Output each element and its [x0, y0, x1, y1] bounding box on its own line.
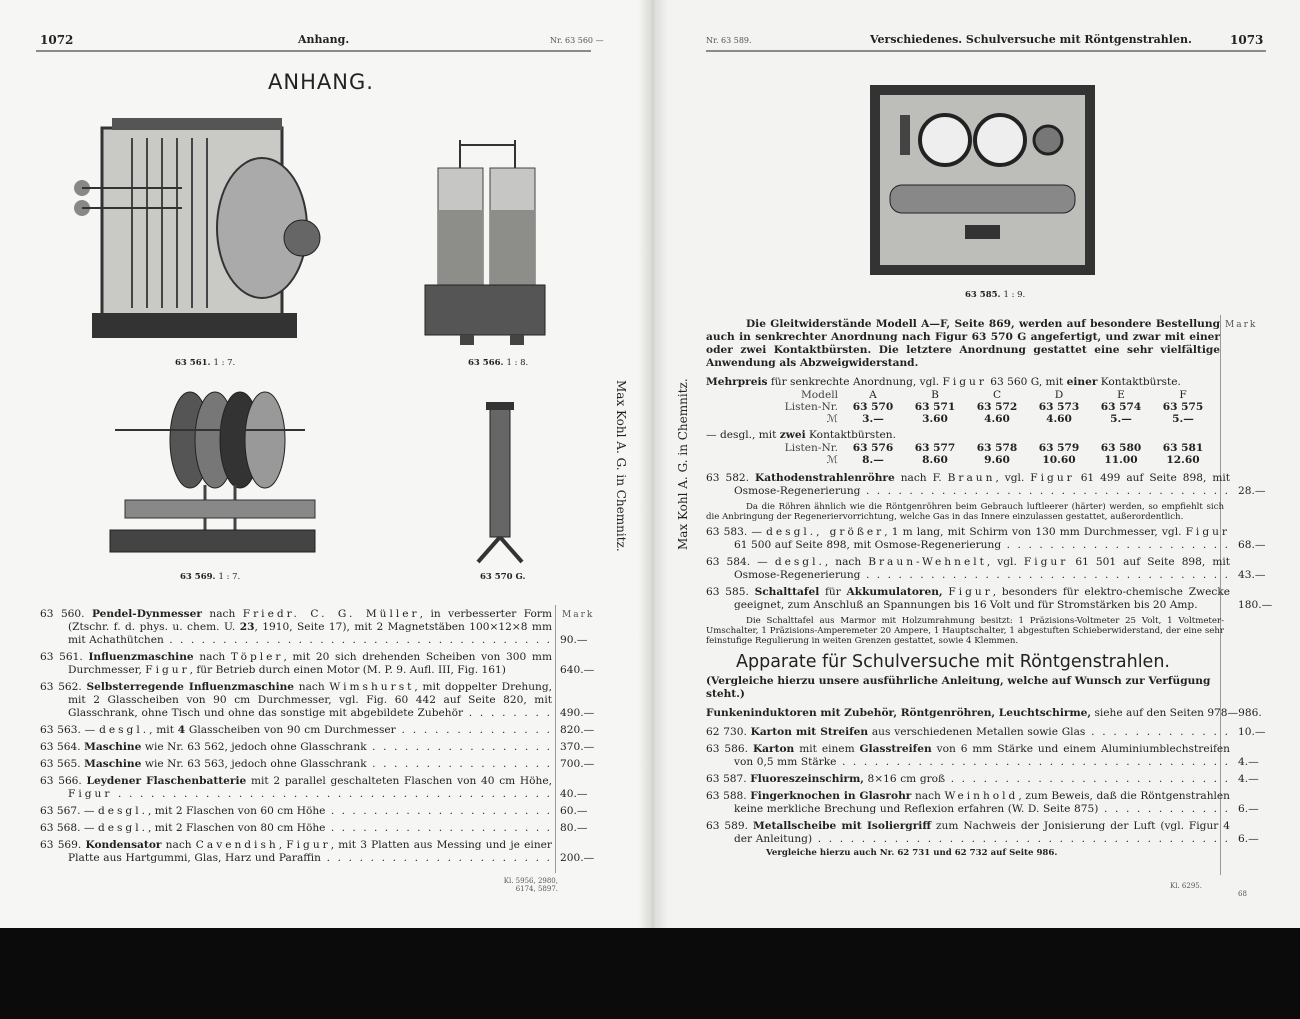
item-text: nach F. — [894, 472, 948, 484]
mehrpreis-line — [706, 376, 1274, 389]
price-column-header: Mark — [1225, 320, 1258, 330]
item-name: Fingerknochen in Glasrohr — [750, 790, 912, 802]
item-text: , zum Beweis, daß die Röntgenstrahlen keine merkliche Brechung und Reflexion erfahren (W. D. Seite 875) — [734, 790, 1230, 815]
item-text: mit 2 parallel geschalteten Flaschen von 40 cm Höhe, — [246, 775, 552, 787]
switchboard-figure — [870, 85, 1095, 277]
item-number: 63 569. — [40, 839, 82, 851]
footer-ref-line: Kl. 5956, 2980, — [503, 877, 558, 885]
catalog-item — [40, 839, 596, 865]
row-label: ℳ — [826, 413, 838, 425]
item-text: Figur — [68, 788, 113, 800]
item-list — [706, 472, 1274, 646]
item-text: Cavendish — [195, 839, 279, 851]
page-number: 1072 — [40, 33, 74, 47]
item-text: nach — [161, 839, 196, 851]
gutter-imprint: Max Kohl A. G. in Chemnitz. — [614, 380, 628, 552]
figure-caption — [175, 358, 235, 368]
list-number-cell: 63 576 — [852, 442, 894, 454]
item-text: , 1 m lang, mit Schirm von 130 mm Durchmesser, vgl. — [884, 526, 1186, 538]
item-description — [40, 681, 552, 720]
item-number: 62 730. — [706, 726, 747, 738]
mehrpreis-table-two-brushes — [768, 442, 1214, 466]
item-text: aus verschiedenen Metallen sowie Glas — [868, 726, 1086, 738]
item-text: , besonders für elektro-chemische Zwecke geeignet, zum Anschluß an Spannungen bis 16 Volt und für Stromstärken bis 20 Amp. — [734, 586, 1230, 611]
section-note: (Vergleiche hierzu unsere ausführliche Anleitung, welche auf Wunsch zur Verfügung steht.) — [706, 675, 1211, 700]
catalog-item — [40, 741, 596, 754]
figure-number: 63 585. — [965, 290, 1001, 300]
item-text: von 6 mm Stärke und einem Aluminiumblechstreifen von 0,5 mm Stärke — [734, 743, 1230, 768]
table-row — [768, 413, 1214, 425]
list-number-cell: 63 578 — [976, 442, 1018, 454]
item-price: 200.— — [560, 852, 595, 864]
item-name: 4 — [177, 724, 186, 736]
item-number: 63 566. — [40, 775, 82, 787]
funken-line — [706, 707, 1274, 720]
section-title: ANHANG. — [268, 70, 374, 94]
item-text: , in verbesserter Form (Ztschr. f. d. phys. u. chem. U. — [68, 608, 552, 633]
item-text: — — [83, 805, 98, 817]
item-name: Glasstreifen — [859, 743, 932, 755]
funken-rest: siehe auf den Seiten 978—986. — [1091, 707, 1262, 719]
item-text: — — [757, 556, 775, 568]
table-row — [768, 389, 1214, 401]
row-label: ℳ — [826, 454, 838, 466]
item-text: , mit — [149, 724, 178, 736]
model-cell: A — [869, 389, 877, 401]
item-price: 80.— — [560, 822, 588, 834]
item-text: — — [751, 526, 767, 538]
book-gutter — [638, 0, 668, 928]
funken-bold: Funkeninduktoren mit Zubehör, Röntgenröhren, Leuchtschirme, — [706, 707, 1092, 719]
item-text: , mit 2 Flaschen von 80 cm Höhe — [147, 822, 326, 834]
item-number: 63 584. — [706, 556, 751, 568]
item-price: 28.— — [1238, 485, 1266, 497]
price-cell: 8.— — [862, 454, 884, 466]
item-number: 63 583. — [706, 526, 748, 538]
item-text: , vgl. — [995, 472, 1031, 484]
vertical-resistor-figure — [470, 402, 530, 567]
desgl-text: Kontaktbürsten. — [805, 429, 896, 441]
item-description — [706, 820, 1230, 846]
item-price: 60.— — [560, 805, 588, 817]
item-price: 10.— — [1238, 726, 1266, 738]
figure-number: 63 566. — [468, 358, 504, 368]
item-description — [706, 790, 1230, 816]
item-price: 4.— — [1238, 756, 1259, 768]
table-row — [768, 401, 1214, 413]
leyden-jar-battery-figure — [420, 140, 550, 355]
item-text: Friedr. C. G. Müller — [242, 608, 420, 620]
catalog-item — [706, 556, 1274, 582]
item-price: 180.— — [1238, 599, 1273, 611]
figure-caption — [180, 572, 240, 582]
item-number: 63 568. — [40, 822, 81, 834]
desgl-line — [706, 429, 1274, 442]
item-price: 640.— — [560, 664, 595, 676]
item-text: , nach — [824, 556, 869, 568]
item-price: 370.— — [560, 741, 595, 753]
item-description — [706, 526, 1230, 552]
item-number: 63 561. — [40, 651, 83, 663]
figure-number: 63 561. — [175, 358, 211, 368]
item-number: 63 560. — [40, 608, 85, 620]
item-price: 90.— — [560, 634, 588, 646]
header-rule — [36, 50, 591, 52]
price-cell: 11.00 — [1104, 454, 1138, 466]
item-description — [40, 651, 552, 677]
running-head: Verschiedenes. Schulversuche mit Röntgenstrahlen. — [870, 33, 1192, 46]
item-price: 490.— — [560, 707, 595, 719]
item-text: Wimshurst — [329, 681, 415, 693]
item-text: , mit 20 sich drehenden Scheiben von 300 mm Durchmesser, — [68, 651, 552, 676]
catalog-item — [706, 773, 1274, 786]
item-text: , 1910, Seite 17), mit 2 Magnetstäben 100×12×8 mm mit Achathütchen — [68, 621, 552, 646]
list-number-cell: 63 575 — [1162, 401, 1204, 413]
item-text: 61 499 auf Seite 898, mit Osmose-Regenerierung — [734, 472, 1230, 497]
item-text: Figur — [1030, 472, 1075, 484]
item-number: 63 586. — [706, 743, 748, 755]
item-note: Die Schalttafel aus Marmor mit Holzumrahmung besitzt: 1 Präzisions-Voltmeter 25 Volt, 1 Voltmeter-Umschalter, 1 Präzisions-Amperemeter 20 Ampere, 1 Hauptschalter, 1 abgestuften Schieberwiderstand, der eine sehr feinstufige Regulierung in weiten Grenzen gestattet, sowie 4 Klemmen. — [706, 616, 1224, 646]
catalog-item — [40, 758, 596, 771]
catalog-item — [40, 805, 596, 818]
item-list — [40, 608, 596, 869]
row-label: Listen-Nr. — [784, 401, 838, 413]
item-text: , mit 3 Platten aus Messing und je einer Platte aus Hartgummi, Glas, Harz und Paraffin — [68, 839, 552, 864]
item-text: Glasscheiben von 90 cm Durchmesser — [185, 724, 396, 736]
item-text: , mit 2 Flaschen von 60 cm Höhe — [147, 805, 326, 817]
item-description — [40, 775, 552, 801]
item-description — [706, 773, 1230, 786]
mehrpreis-table-one-brush — [768, 389, 1214, 425]
catalog-item — [706, 526, 1274, 552]
item-name: Metallscheibe mit Isoliergriff — [752, 820, 932, 832]
row-label: Modell — [800, 389, 838, 401]
price-cell: 3.— — [862, 413, 884, 425]
item-price: 4.— — [1238, 773, 1259, 785]
item-description — [706, 743, 1230, 769]
item-number: 63 587. — [706, 773, 747, 785]
item-text: Figur — [1185, 526, 1230, 538]
list-number-cell: 63 580 — [1100, 442, 1142, 454]
item-text: Figur — [145, 664, 190, 676]
item-note: Da die Röhren ähnlich wie die Röntgenröhren beim Gebrauch luftleerer (härter) werden, so empfiehlt sich die Anbringung der Regeneriervorrichtung, welche Gas in das Innere einzulassen gestattet, außerordentlich. — [706, 502, 1224, 522]
table-row — [768, 454, 1214, 466]
list-number-cell: 63 574 — [1100, 401, 1142, 413]
figure-caption — [468, 358, 528, 368]
item-number: 63 562. — [40, 681, 82, 693]
item-text: Figur — [1023, 556, 1069, 568]
mehrpreis-text: Kontaktbürste. — [1097, 376, 1181, 388]
list-number-cell: 63 581 — [1162, 442, 1204, 454]
item-text: Töpler — [230, 651, 284, 663]
item-price: 68.— — [1238, 539, 1266, 551]
item-number: 63 589. — [706, 820, 749, 832]
figure-number: 63 570 G. — [480, 572, 526, 582]
item-name: Maschine — [84, 758, 142, 770]
item-text: 61 501 auf Seite 898, mit Osmose-Regenerierung — [734, 556, 1230, 581]
list-number-cell: 63 570 — [852, 401, 894, 413]
model-cell: B — [931, 389, 939, 401]
item-name: Influenzmaschine — [88, 651, 194, 663]
item-number: 63 588. — [706, 790, 747, 802]
price-cell: 4.60 — [984, 413, 1010, 425]
item-price: 6.— — [1238, 833, 1259, 845]
catalog-item — [706, 586, 1274, 612]
right-content — [706, 318, 1274, 860]
mehrpreis-text: 63 560 G, mit — [986, 376, 1067, 388]
model-cell: C — [992, 389, 1002, 401]
item-text: — — [84, 724, 100, 736]
figure-scale: 1 : 8. — [506, 358, 529, 368]
page-number: 1073 — [1230, 33, 1264, 47]
item-number: 63 563. — [40, 724, 81, 736]
catalog-item — [706, 726, 1274, 739]
model-cell: D — [1054, 389, 1064, 401]
item-text: zum Nachweis der Jonisierung der Luft (vgl. Figur 4 der Anleitung) — [734, 820, 1230, 845]
item-text: nach — [193, 651, 231, 663]
item-text: , für Betrieb durch einen Motor (M. P. 9. Aufl. III, Fig. 161) — [189, 664, 506, 676]
number-range: Nr. 63 589. — [706, 36, 752, 45]
list-number-cell: 63 579 — [1038, 442, 1080, 454]
list-number-cell: 63 571 — [914, 401, 956, 413]
item-price: 700.— — [560, 758, 595, 770]
item-text: wie Nr. 63 563, jedoch ohne Glasschrank — [141, 758, 367, 770]
catalog-item — [40, 608, 596, 647]
item-text: desgl. — [97, 805, 148, 817]
item-list — [706, 726, 1274, 846]
item-description — [706, 586, 1230, 612]
item-text: nach — [201, 608, 243, 620]
item-price: 6.— — [1238, 803, 1259, 815]
item-name: Maschine — [84, 741, 142, 753]
footer-ref-line: 6174, 5897. — [515, 885, 558, 893]
row-label: Listen-Nr. — [784, 442, 838, 454]
item-text: Braun-Wehnelt — [868, 556, 987, 568]
item-text: , vgl. — [986, 556, 1024, 568]
item-name: Akkumulatoren, — [846, 586, 943, 598]
desgl-text: — desgl., mit — [706, 429, 780, 441]
catalog-item — [706, 790, 1274, 816]
price-cell: 8.60 — [922, 454, 948, 466]
list-number-cell: 63 573 — [1038, 401, 1080, 413]
price-cell: 12.60 — [1166, 454, 1200, 466]
item-text: desgl. — [99, 724, 150, 736]
item-text: Figur — [948, 586, 993, 598]
gutter-imprint: Max Kohl A. G. in Chemnitz. — [676, 378, 690, 550]
item-name: Kondensator — [85, 839, 162, 851]
item-name: Fluoreszeinschirm, — [750, 773, 864, 785]
section-title: Apparate für Schulversuche mit Röntgenstrahlen. — [736, 652, 1170, 672]
figure-caption — [480, 572, 525, 582]
list-number-cell: 63 577 — [914, 442, 956, 454]
running-head: Anhang. — [298, 33, 350, 46]
price-column-header: Mark — [562, 610, 595, 620]
figure-caption — [965, 290, 1025, 300]
catalog-item — [40, 775, 596, 801]
price-cell: 3.60 — [922, 413, 948, 425]
item-description — [40, 724, 552, 737]
item-text: Braun — [947, 472, 996, 484]
item-name: Schalttafel — [754, 586, 820, 598]
footer-ref — [488, 877, 558, 893]
catalog-item — [706, 743, 1274, 769]
left-page — [0, 0, 650, 928]
closing-note: Vergleiche hierzu auch Nr. 62 731 und 62 732 auf Seite 986. — [766, 848, 1058, 858]
item-number: 63 582. — [706, 472, 750, 484]
intro-paragraph: Die Gleitwiderstände Modell A—F, Seite 869, werden auf besondere Bestellung auch in senkrechter Anordnung nach Figur 63 570 G angefertigt, und zwar mit einer oder zwei Kontaktbürsten. Die letztere Anordnung gestattet eine sehr vielfältige Anwendung als Abzweigwiderstand. — [706, 318, 1220, 369]
footer-ref: Kl. 6295. — [1170, 882, 1202, 890]
figure-scale: 1 : 7. — [213, 358, 236, 368]
item-text: , — [278, 839, 287, 851]
item-text: , mit doppelter Drehung, mit 2 Glasscheiben von 90 cm Durchmesser, vgl. Fig. 60 442 auf Seite 820, mit Glasschrank, ohne Tisch und ohne das sonstige mit abgebildete Zubehör — [68, 681, 552, 719]
item-text: wie Nr. 63 562, jedoch ohne Glasschrank — [141, 741, 367, 753]
einer-word: einer — [1066, 376, 1098, 388]
price-cell: 10.60 — [1042, 454, 1076, 466]
zwei-word: zwei — [779, 429, 806, 441]
model-cell: E — [1117, 389, 1125, 401]
header-rule — [706, 50, 1266, 52]
item-text: nach — [911, 790, 945, 802]
item-description — [706, 472, 1230, 498]
item-text: Weinhold — [944, 790, 1019, 802]
catalog-item — [706, 472, 1274, 498]
item-text: desgl. — [774, 556, 825, 568]
item-number: 63 567. — [40, 805, 81, 817]
item-description — [40, 608, 552, 647]
price-cell: 9.60 — [984, 454, 1010, 466]
item-price: 43.— — [1238, 569, 1266, 581]
mehrpreis-label: Mehrpreis — [706, 376, 768, 388]
item-name: Kathodenstrahlenröhre — [755, 472, 895, 484]
figure-scale: 1 : 9. — [1003, 290, 1026, 300]
figur-word: Figur — [942, 376, 987, 388]
item-description — [706, 726, 1230, 739]
item-number: 63 565. — [40, 758, 81, 770]
figure-scale: 1 : 7. — [218, 572, 241, 582]
price-cell: 4.60 — [1046, 413, 1072, 425]
item-description — [40, 805, 552, 818]
item-name: Leydener Flaschenbatterie — [86, 775, 247, 787]
item-name: Pendel-Dynmesser — [92, 608, 202, 620]
item-number: 63 585. — [706, 586, 749, 598]
price-cell: 5.— — [1110, 413, 1132, 425]
item-description — [40, 822, 552, 835]
item-name: Karton mit Streifen — [750, 726, 869, 738]
item-name: Karton — [752, 743, 795, 755]
right-page — [650, 0, 1300, 928]
catalog-item — [40, 822, 596, 835]
price-cell: 5.— — [1172, 413, 1194, 425]
item-number: 63 564. — [40, 741, 81, 753]
cavendish-condenser-figure — [95, 390, 325, 570]
item-description — [40, 839, 552, 865]
influence-machine-figure — [62, 108, 327, 353]
item-price: 40.— — [560, 788, 588, 800]
item-description — [706, 556, 1230, 582]
item-description — [40, 741, 552, 754]
item-text: desgl., größer — [766, 526, 885, 538]
item-text: desgl. — [97, 822, 148, 834]
mehrpreis-text: für senkrechte Anordnung, vgl. — [767, 376, 943, 388]
sheet-number: 68 — [1238, 890, 1247, 898]
list-number-cell: 63 572 — [976, 401, 1018, 413]
item-text: für — [819, 586, 847, 598]
number-range: Nr. 63 560 — — [550, 36, 604, 45]
item-text: mit einem — [794, 743, 860, 755]
catalog-item — [40, 681, 596, 720]
bottom-band — [0, 928, 1300, 1019]
item-text: nach — [294, 681, 330, 693]
item-text: — — [83, 822, 98, 834]
item-text: 8×16 cm groß — [863, 773, 946, 785]
item-price: 820.— — [560, 724, 595, 736]
model-cell: F — [1179, 389, 1187, 401]
item-description — [40, 758, 552, 771]
item-name: Selbsterregende Influenzmaschine — [86, 681, 295, 693]
table-row — [768, 442, 1214, 454]
catalog-item — [706, 820, 1274, 846]
catalog-item — [40, 651, 596, 677]
item-text: 61 500 auf Seite 898, mit Osmose-Regenerierung — [734, 539, 1002, 551]
item-name: 23 — [239, 621, 255, 633]
item-text: Figur — [286, 839, 331, 851]
catalog-item — [40, 724, 596, 737]
figure-number: 63 569. — [180, 572, 216, 582]
